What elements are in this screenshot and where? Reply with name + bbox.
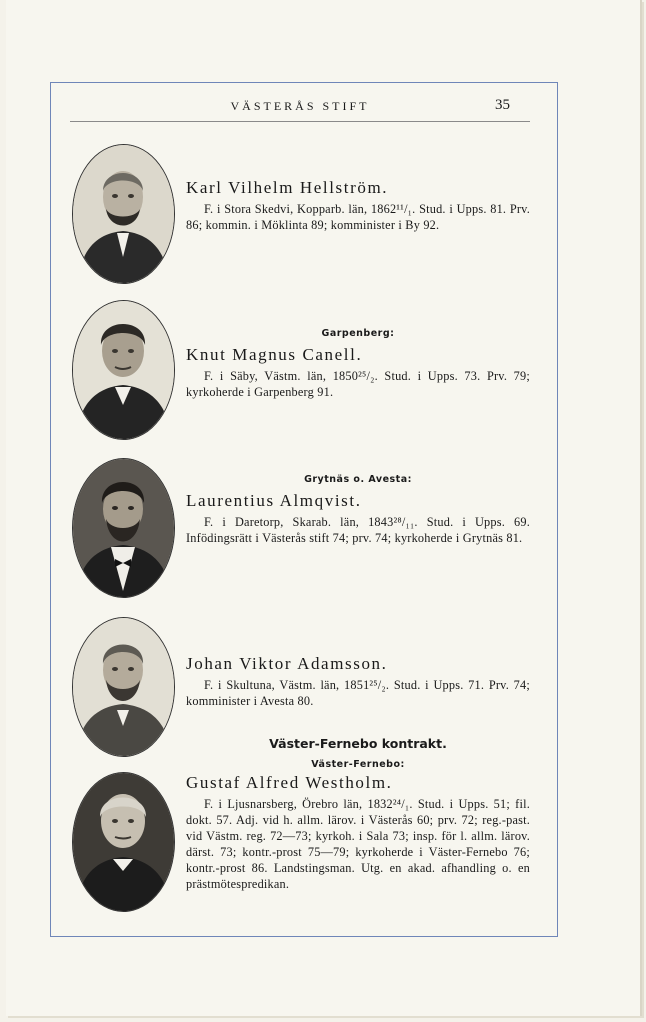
entry-name: Knut Magnus Canell. bbox=[186, 345, 363, 364]
entry-canell bbox=[186, 345, 530, 400]
entry-almqvist bbox=[186, 491, 530, 546]
portrait-adamsson bbox=[72, 617, 175, 757]
entry-name: Gustaf Alfred Westholm. bbox=[186, 773, 393, 792]
entry-bio: F. i Daretorp, Skarab. län, 1843²⁸/₁₁. Stud. i Upps. 69. Infödingsrätt i Västerås stift 74; prv. 74; kyrkoherde i Grytnäs 81. bbox=[186, 515, 530, 545]
kontrakt-heading: Väster-Fernebo kontrakt. bbox=[269, 736, 447, 751]
portrait-hellstrom bbox=[72, 144, 175, 284]
entry-hellstrom bbox=[186, 178, 530, 233]
entry-adamsson bbox=[186, 654, 530, 709]
entry-name: Karl Vilhelm Hellström. bbox=[186, 178, 389, 197]
running-head bbox=[70, 97, 530, 122]
entry-bio: F. i Skultuna, Västm. län, 1851²⁵/₂. Stud. i Upps. 71. Prv. 74; komminister i Avesta 80. bbox=[186, 678, 530, 708]
parish-heading-vaster-fernebo: Väster-Fernebo: bbox=[311, 759, 405, 770]
entry-bio: F. i Ljusnarsberg, Örebro län, 1832²⁴/₁. Stud. i Upps. 51; fil. dokt. 57. Adj. vid h. allm. lärov. i Västerås 60; prv. 72; reg.-past. vid Västm. reg. 72—73; kyrkoh. i Sala 73; insp. för l. allm. lärov. därst. 73; kontr.-prost 75—79; kyrkoherde i Väster-Fernebo 76; kontr.-prost 86. Landstingsman. Utg. en akad. afhandling o. en prästmötespredikan. bbox=[186, 797, 530, 891]
page-number: 35 bbox=[495, 97, 510, 113]
running-head-title: VÄSTERÅS STIFT bbox=[230, 99, 370, 113]
entry-name: Laurentius Almqvist. bbox=[186, 491, 362, 510]
entry-name: Johan Viktor Adamsson. bbox=[186, 654, 388, 673]
entry-bio: F. i Stora Skedvi, Kopparb. län, 1862¹¹/₁. Stud. i Upps. 81. Prv. 86; kommin. i Möklinta 89; komminister i By 92. bbox=[186, 202, 530, 232]
portrait-canell bbox=[72, 300, 175, 440]
parish-heading-grytnas: Grytnäs o. Avesta: bbox=[304, 474, 412, 485]
portrait-almqvist bbox=[72, 458, 175, 598]
entry-bio: F. i Säby, Västm. län, 1850²⁵/₂. Stud. i Upps. 73. Prv. 79; kyrkoherde i Garpenberg 91. bbox=[186, 369, 530, 399]
portrait-westholm bbox=[72, 772, 175, 912]
entry-westholm bbox=[186, 773, 530, 892]
parish-heading-garpenberg: Garpenberg: bbox=[321, 328, 395, 339]
